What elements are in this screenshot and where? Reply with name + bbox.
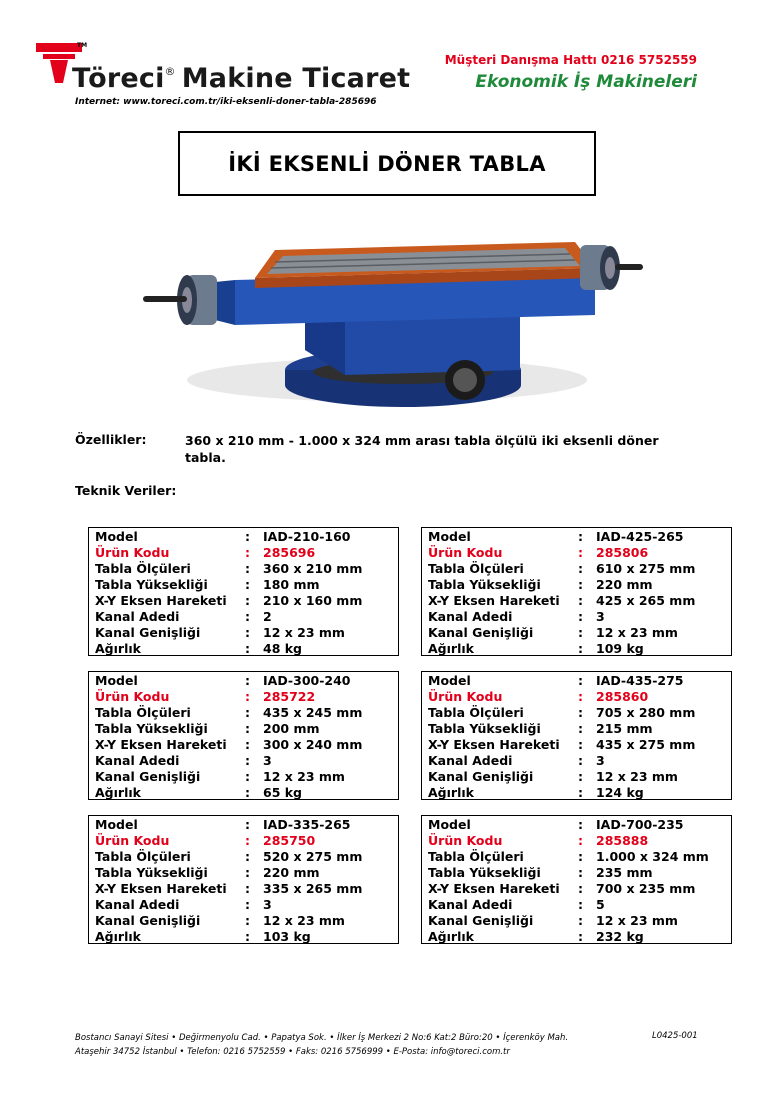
spec-value: 232 kg <box>596 929 644 944</box>
spec-label: X-Y Eksen Hareketi <box>95 593 227 608</box>
spec-row-slot_width <box>422 625 731 641</box>
spec-separator: : <box>578 753 583 768</box>
spec-label: Model <box>95 817 138 832</box>
footer-line-1: Bostancı Sanayi Sitesi • Değirmenyolu Cad. • Papatya Sok. • İlker İş Merkezi 2 No:6 Kat:2 Büro:20 • İçerenköy Mah. <box>75 1033 569 1043</box>
spec-label: X-Y Eksen Hareketi <box>428 881 560 896</box>
spec-value: 3 <box>263 753 272 768</box>
spec-label: Tabla Ölçüleri <box>428 849 524 864</box>
spec-row-slots <box>422 897 731 913</box>
spec-row-height <box>89 577 398 593</box>
spec-value: IAD-435-275 <box>596 673 684 688</box>
customer-hotline: Müşteri Danışma Hattı 0216 5752559 <box>444 53 697 67</box>
spec-label: Ürün Kodu <box>428 833 503 848</box>
spec-label: Tabla Ölçüleri <box>95 705 191 720</box>
spec-row-height <box>422 865 731 881</box>
spec-separator: : <box>245 721 250 736</box>
spec-value: 180 mm <box>263 577 320 592</box>
spec-row-slots <box>89 897 398 913</box>
brand-word: Töreci <box>72 63 165 94</box>
spec-value: 285860 <box>596 689 649 704</box>
spec-separator: : <box>578 577 583 592</box>
spec-separator: : <box>245 913 250 928</box>
spec-separator: : <box>245 561 250 576</box>
spec-value: 1.000 x 324 mm <box>596 849 709 864</box>
spec-separator: : <box>245 577 250 592</box>
spec-value: 285722 <box>263 689 316 704</box>
spec-separator: : <box>578 545 583 560</box>
spec-separator: : <box>245 641 250 656</box>
spec-row-height <box>89 865 398 881</box>
spec-label: Tabla Yüksekliği <box>95 721 208 736</box>
spec-separator: : <box>578 689 583 704</box>
spec-label: Kanal Adedi <box>428 609 513 624</box>
spec-row-weight <box>89 929 398 945</box>
spec-label: Tabla Yüksekliği <box>428 865 541 880</box>
spec-row-travel <box>89 593 398 609</box>
spec-label: Ağırlık <box>95 929 141 944</box>
spec-row-code <box>89 833 398 849</box>
spec-separator: : <box>245 817 250 832</box>
spec-separator: : <box>578 561 583 576</box>
spec-value: 2 <box>263 609 272 624</box>
spec-label: Ürün Kodu <box>428 689 503 704</box>
spec-separator: : <box>578 721 583 736</box>
spec-row-slot_width <box>89 625 398 641</box>
spec-row-travel <box>422 881 731 897</box>
title-box <box>178 131 596 196</box>
spec-value: IAD-700-235 <box>596 817 684 832</box>
spec-value: 5 <box>596 897 605 912</box>
internet-link[interactable]: Internet: www.toreci.com.tr/iki-eksenli-doner-tabla-285696 <box>75 97 377 107</box>
features-label: Özellikler: <box>75 432 147 447</box>
spec-label: Ağırlık <box>428 641 474 656</box>
spec-label: Ağırlık <box>95 785 141 800</box>
spec-label: Kanal Genişliği <box>95 769 201 784</box>
spec-label: X-Y Eksen Hareketi <box>95 737 227 752</box>
spec-separator: : <box>245 545 250 560</box>
spec-row-size <box>422 849 731 865</box>
spec-value: 285750 <box>263 833 316 848</box>
footer-address <box>75 1031 568 1059</box>
spec-separator: : <box>245 881 250 896</box>
spec-row-weight <box>89 785 398 801</box>
spec-separator: : <box>245 929 250 944</box>
spec-label: Tabla Yüksekliği <box>428 577 541 592</box>
spec-separator: : <box>245 785 250 800</box>
spec-value: 700 x 235 mm <box>596 881 696 896</box>
features-text: 360 x 210 mm - 1.000 x 324 mm arası tabla ölçülü iki eksenli döner tabla. <box>185 433 659 465</box>
spec-label: Model <box>428 529 471 544</box>
spec-row-model <box>89 817 398 833</box>
spec-value: 12 x 23 mm <box>596 625 678 640</box>
spec-label: Ağırlık <box>428 785 474 800</box>
spec-row-size <box>422 705 731 721</box>
spec-label: Model <box>95 529 138 544</box>
spec-separator: : <box>245 737 250 752</box>
spec-value: 12 x 23 mm <box>596 913 678 928</box>
spec-row-travel <box>89 737 398 753</box>
spec-value: 12 x 23 mm <box>263 625 345 640</box>
spec-label: Kanal Adedi <box>428 753 513 768</box>
spec-separator: : <box>578 881 583 896</box>
product-image <box>125 220 653 410</box>
spec-value: 235 mm <box>596 865 653 880</box>
spec-separator: : <box>578 529 583 544</box>
page-title: İKİ EKSENLİ DÖNER TABLA <box>228 151 546 176</box>
spec-separator: : <box>245 865 250 880</box>
spec-label: Kanal Adedi <box>95 609 180 624</box>
spec-row-weight <box>422 785 731 801</box>
spec-label: Kanal Adedi <box>95 897 180 912</box>
spec-box <box>421 815 732 944</box>
spec-label: Tabla Yüksekliği <box>428 721 541 736</box>
spec-separator: : <box>245 833 250 848</box>
spec-separator: : <box>578 849 583 864</box>
spec-row-model <box>422 529 731 545</box>
spec-value: 285806 <box>596 545 649 560</box>
spec-row-code <box>422 689 731 705</box>
spec-value: 610 x 275 mm <box>596 561 696 576</box>
spec-row-slots <box>89 753 398 769</box>
spec-value: 200 mm <box>263 721 320 736</box>
spec-label: Kanal Adedi <box>95 753 180 768</box>
spec-value: 12 x 23 mm <box>263 913 345 928</box>
spec-separator: : <box>245 593 250 608</box>
spec-separator: : <box>245 673 250 688</box>
spec-row-size <box>89 561 398 577</box>
spec-box <box>88 671 399 800</box>
spec-label: Kanal Genişliği <box>428 913 534 928</box>
spec-separator: : <box>245 609 250 624</box>
spec-label: X-Y Eksen Hareketi <box>428 737 560 752</box>
spec-row-slot_width <box>422 769 731 785</box>
spec-box <box>88 815 399 944</box>
spec-label: Kanal Genişliği <box>95 913 201 928</box>
spec-value: 705 x 280 mm <box>596 705 696 720</box>
spec-label: Tabla Ölçüleri <box>428 705 524 720</box>
spec-separator: : <box>578 865 583 880</box>
spec-separator: : <box>578 833 583 848</box>
spec-label: Ürün Kodu <box>95 545 170 560</box>
spec-separator: : <box>245 897 250 912</box>
spec-separator: : <box>578 929 583 944</box>
spec-separator: : <box>578 625 583 640</box>
spec-value: 12 x 23 mm <box>596 769 678 784</box>
spec-value: 285696 <box>263 545 316 560</box>
spec-separator: : <box>578 913 583 928</box>
spec-row-slot_width <box>89 913 398 929</box>
spec-value: 215 mm <box>596 721 653 736</box>
spec-row-slot_width <box>422 913 731 929</box>
spec-label: X-Y Eksen Hareketi <box>428 593 560 608</box>
spec-value: 124 kg <box>596 785 644 800</box>
spec-separator: : <box>245 753 250 768</box>
spec-row-height <box>422 577 731 593</box>
spec-label: Ürün Kodu <box>95 833 170 848</box>
spec-row-height <box>89 721 398 737</box>
spec-value: 220 mm <box>263 865 320 880</box>
registered-mark: ® <box>164 65 176 78</box>
spec-label: Tabla Yüksekliği <box>95 865 208 880</box>
spec-value: 3 <box>596 753 605 768</box>
spec-value: 335 x 265 mm <box>263 881 363 896</box>
document-code: L0425-001 <box>652 1031 698 1041</box>
spec-value: 435 x 245 mm <box>263 705 363 720</box>
spec-separator: : <box>578 593 583 608</box>
spec-separator: : <box>245 529 250 544</box>
spec-label: Kanal Adedi <box>428 897 513 912</box>
spec-row-travel <box>422 737 731 753</box>
spec-row-code <box>89 689 398 705</box>
spec-label: X-Y Eksen Hareketi <box>95 881 227 896</box>
spec-value: 65 kg <box>263 785 303 800</box>
spec-separator: : <box>245 689 250 704</box>
spec-label: Model <box>95 673 138 688</box>
spec-row-travel <box>89 881 398 897</box>
spec-row-travel <box>422 593 731 609</box>
spec-separator: : <box>578 817 583 832</box>
spec-value: 103 kg <box>263 929 311 944</box>
spec-value: 435 x 275 mm <box>596 737 696 752</box>
spec-separator: : <box>245 849 250 864</box>
brand-suffix: Makine Ticaret <box>181 63 411 94</box>
spec-label: Ürün Kodu <box>428 545 503 560</box>
spec-label: Ağırlık <box>95 641 141 656</box>
spec-value: 3 <box>263 897 272 912</box>
spec-value: 425 x 265 mm <box>596 593 696 608</box>
spec-separator: : <box>578 785 583 800</box>
spec-row-size <box>422 561 731 577</box>
spec-separator: : <box>245 705 250 720</box>
spec-value: 285888 <box>596 833 649 848</box>
spec-row-model <box>89 673 398 689</box>
spec-value: 12 x 23 mm <box>263 769 345 784</box>
spec-row-model <box>422 817 731 833</box>
spec-row-code <box>422 833 731 849</box>
spec-separator: : <box>578 673 583 688</box>
spec-separator: : <box>578 769 583 784</box>
spec-row-slot_width <box>89 769 398 785</box>
spec-value: 360 x 210 mm <box>263 561 363 576</box>
spec-row-slots <box>89 609 398 625</box>
slogan: Ekonomik İş Makineleri <box>475 72 697 92</box>
spec-separator: : <box>245 625 250 640</box>
spec-separator: : <box>578 705 583 720</box>
spec-label: Tabla Yüksekliği <box>95 577 208 592</box>
spec-label: Ürün Kodu <box>95 689 170 704</box>
brand-name <box>72 63 410 94</box>
spec-label: Kanal Genişliği <box>95 625 201 640</box>
spec-row-code <box>422 545 731 561</box>
spec-separator: : <box>578 737 583 752</box>
footer-line-2: Ataşehir 34752 İstanbul • Telefon: 0216 5752559 • Faks: 0216 5756999 • E-Posta: info@toreci.com.tr <box>75 1047 510 1057</box>
spec-separator: : <box>578 897 583 912</box>
spec-row-slots <box>422 609 731 625</box>
spec-label: Model <box>428 817 471 832</box>
spec-row-size <box>89 849 398 865</box>
spec-row-model <box>422 673 731 689</box>
spec-separator: : <box>245 769 250 784</box>
spec-box <box>421 527 732 656</box>
spec-row-slots <box>422 753 731 769</box>
technical-data-label: Teknik Veriler: <box>75 483 177 498</box>
spec-value: 520 x 275 mm <box>263 849 363 864</box>
spec-value: IAD-335-265 <box>263 817 351 832</box>
spec-label: Tabla Ölçüleri <box>95 849 191 864</box>
spec-value: IAD-300-240 <box>263 673 351 688</box>
spec-row-weight <box>89 641 398 657</box>
spec-value: 48 kg <box>263 641 303 656</box>
spec-box <box>421 671 732 800</box>
spec-row-weight <box>422 929 731 945</box>
spec-label: Kanal Genişliği <box>428 769 534 784</box>
spec-value: 3 <box>596 609 605 624</box>
spec-value: 300 x 240 mm <box>263 737 363 752</box>
spec-label: Ağırlık <box>428 929 474 944</box>
spec-label: Tabla Ölçüleri <box>428 561 524 576</box>
spec-value: IAD-210-160 <box>263 529 351 544</box>
trademark-mark: TM <box>77 42 88 49</box>
spec-box <box>88 527 399 656</box>
spec-value: IAD-425-265 <box>596 529 684 544</box>
spec-label: Tabla Ölçüleri <box>95 561 191 576</box>
spec-row-height <box>422 721 731 737</box>
spec-value: 210 x 160 mm <box>263 593 363 608</box>
spec-value: 220 mm <box>596 577 653 592</box>
spec-row-code <box>89 545 398 561</box>
spec-label: Model <box>428 673 471 688</box>
spec-row-size <box>89 705 398 721</box>
spec-row-model <box>89 529 398 545</box>
spec-label: Kanal Genişliği <box>428 625 534 640</box>
spec-separator: : <box>578 609 583 624</box>
spec-row-weight <box>422 641 731 657</box>
spec-value: 109 kg <box>596 641 644 656</box>
spec-separator: : <box>578 641 583 656</box>
